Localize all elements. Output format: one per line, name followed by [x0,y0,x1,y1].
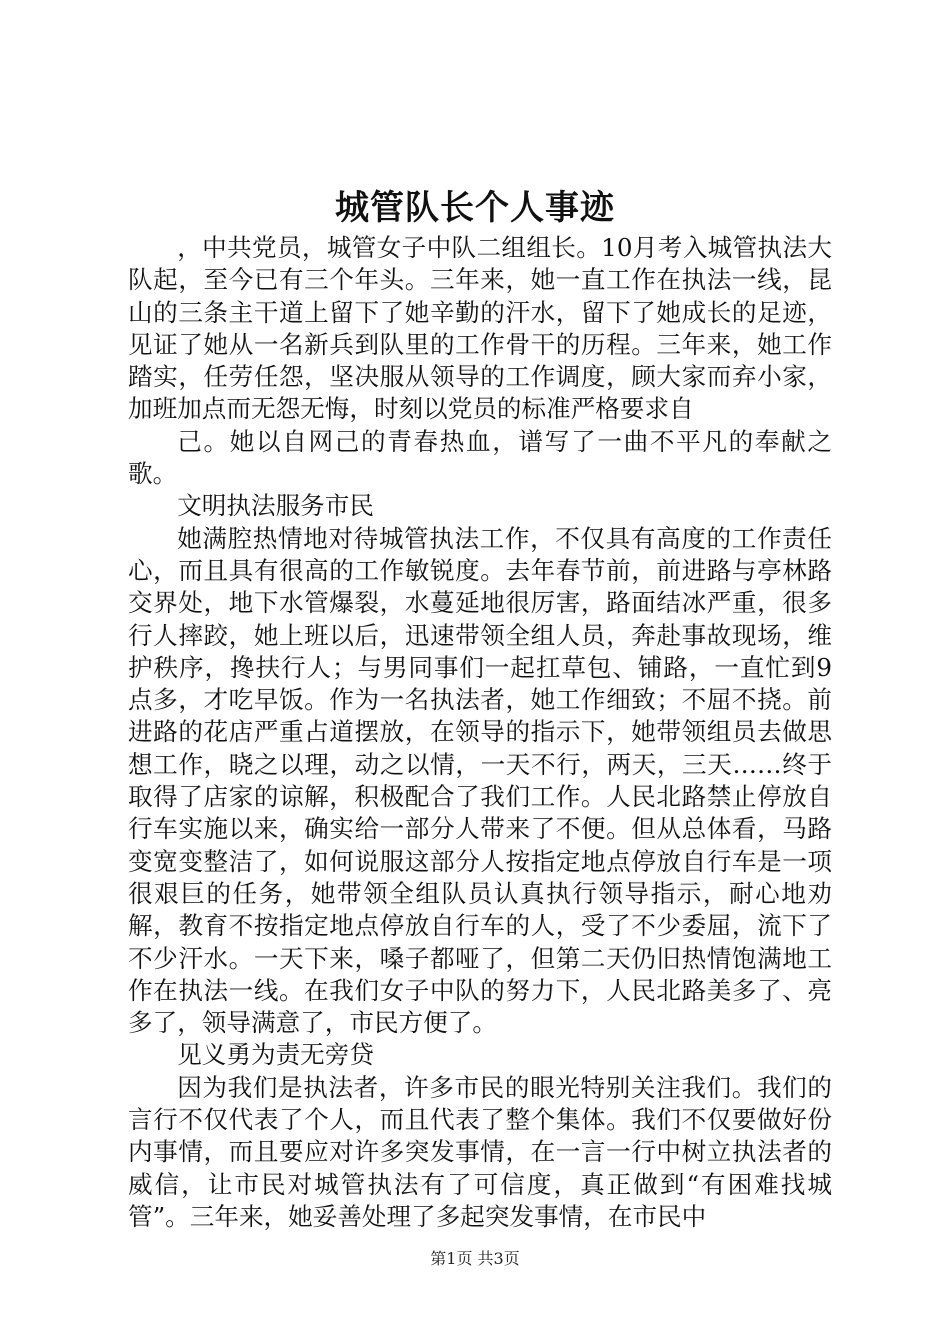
section-heading-civilized-enforcement: 文明执法服务市民 [177,491,374,521]
paragraph-civilized-enforcement: 她满腔热情地对待城管执法工作，不仅具有高度的工作责任心，而且具有很高的工作敏锐度。去年春节前，前进路与亭林路交界处，地下水管爆裂，水蔓延地很厉害，路面结冰严重，很多行人摔跤，她上班以后，迅速带领全组人员，奔赴事故现场，维护秩序，搀扶行人；与男同事们一起扛草包、铺路，一直忙到9点多，才吃早饭。作为一名执法者，她工作细致；不屈不挠。前进路的花店严重占道摆放，在领导的指示下，她带领组员去做思想工作，晓之以理，动之以情，一天不行，两天，三天……终于取得了店家的谅解，积极配合了我们工作。人民北路禁止停放自行车实施以来，确实给一部分人带来了不便。但从总体看，马路变宽变整洁了，如何说服这部分人按指定地点停放自行车是一项很艰巨的任务，她带领全组队员认真执行领导指示，耐心地劝解，教育不按指定地点停放自行车的人，受了不少委屈，流下了不少汗水。一天下来，嗓子都哑了，但第二天仍旧热情饱满地工作在执法一线。在我们女子中队的努力下，人民北路美多了、亮多了，领导满意了，市民方便了。 [128,523,832,1038]
document-title: 城管队长个人事迹 [335,188,615,228]
section-heading-bravery: 见义勇为责无旁贷 [177,1040,374,1070]
document-body [128,232,832,1233]
paragraph-bravery: 因为我们是执法者，许多市民的眼光特别关注我们。我们的言行不仅代表了个人，而且代表了整个集体。我们不仅要做好份内事情，而且要应对许多突发事情，在一言一行中树立执法者的威信，让市民对城管执法有了可信度，真正做到“有困难找城管”。三年来，她妥善处理了多起突发事情，在市民中 [128,1072,832,1231]
page-footer: 第1页 共3页 [430,1249,520,1268]
paragraph-intro-continued: 己。她以自网己的青春热血，谱写了一曲不平凡的奉献之歌。 [128,426,832,489]
paragraph-intro: ，中共党员，城管女子中队二组组长。10月考入城管执法大队起，至今已有三个年头。三年来，她一直工作在执法一线，昆山的三条主干道上留下了她辛勤的汗水，留下了她成长的足迹，见证了她从一名新兵到队里的工作骨干的历程。三年来，她工作踏实，任劳任怨，坚决服从领导的工作调度，顾大家而弃小家，加班加点而无怨无悔，时刻以党员的标准严格要求自 [128,233,832,424]
